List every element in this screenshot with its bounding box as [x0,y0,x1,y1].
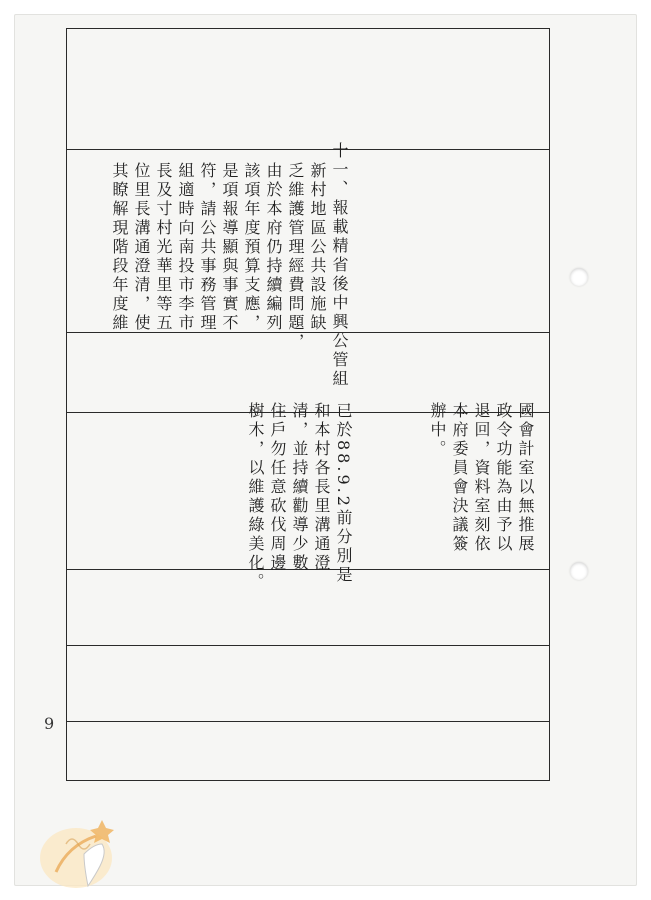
text-line: 國會計室以無推展 [516,402,535,554]
text-line: 樹木，以維護綠美化。 [246,402,265,592]
text-line: 長及寸村光華里等五 [154,162,173,333]
text-line: 組適時向南投市李市 [176,162,195,333]
row-divider [67,645,549,646]
row-divider [67,721,549,722]
text-line: 辦中。 [428,402,447,459]
text-line: 其瞭解現階段年度維 [110,162,129,333]
text-line: 十一、報載精省後中興公管組 [330,142,349,389]
text-line: 新村地區公共設施缺 [308,162,327,333]
punch-hole [570,562,588,580]
text-line: 該項年度預算支應， [242,162,261,333]
archive-logo-icon [36,814,134,894]
text-line: 政令功能為由予以 [494,402,513,554]
text-line: 由於本府仍持續編列 [264,162,283,333]
text-line: 本府委員會決議簽 [450,402,469,554]
text-line: 是項報導顯與事實不 [220,162,239,333]
text-line: 符，請公共事務管理 [198,162,217,333]
row-divider [67,149,549,150]
text-line: 清，並持續勸導少數 [290,402,309,573]
text-line: 位里長溝通澄清，使 [132,162,151,333]
text-line: 乏維護管理經費問題， [286,162,305,352]
page-number: 9 [44,714,55,733]
text-line: 和本村各長里溝通澄 [312,402,331,573]
punch-hole [570,268,588,286]
text-line: 住戶勿任意砍伐周邊 [268,402,287,573]
document-page [14,14,637,886]
text-line: 已於88.9.2前分別是 [334,402,353,585]
text-line: 退回，資料室刻依 [472,402,491,554]
